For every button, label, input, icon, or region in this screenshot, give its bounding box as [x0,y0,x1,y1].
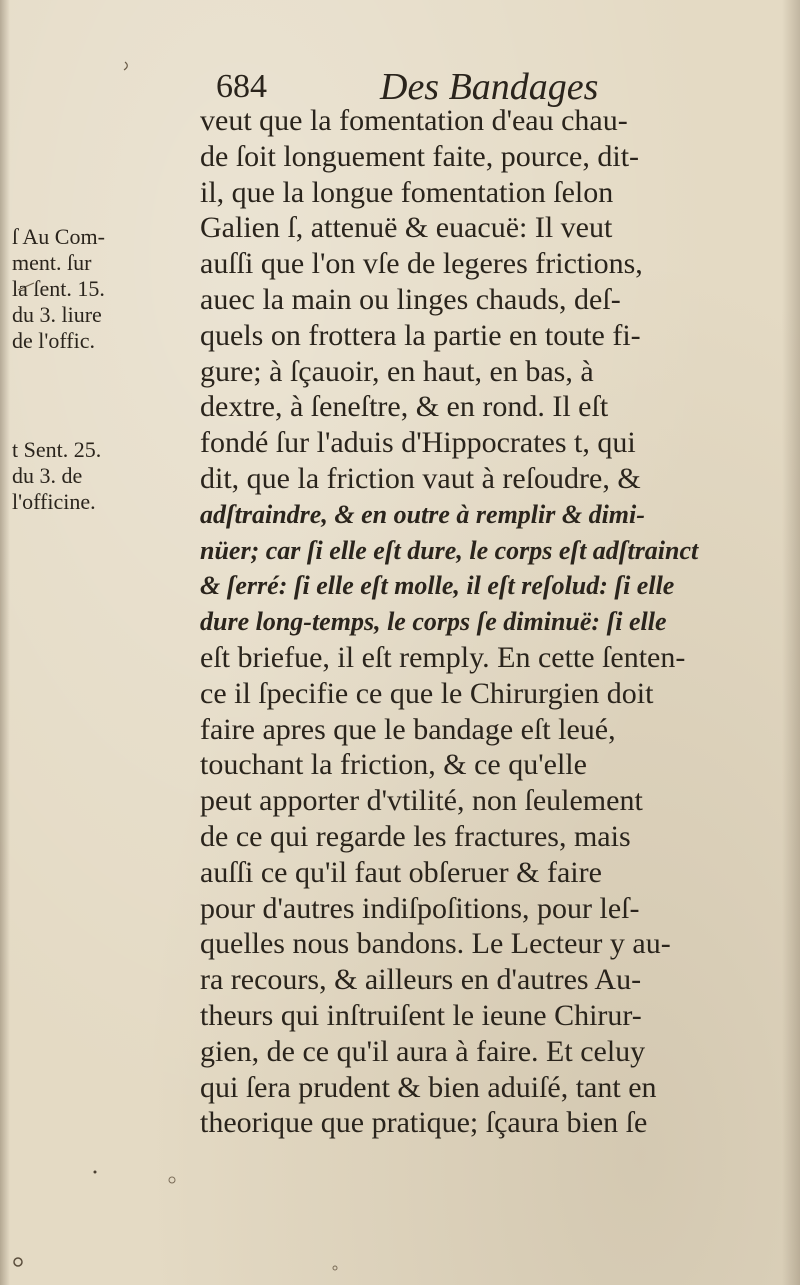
text-line: theurs qui inſtruiſent le ieune Chirur- [200,998,642,1032]
text-line: ra recours, & ailleurs en d'autres Au- [200,963,642,997]
text-line: pour d'autres indiſpoſitions, pour leſ- [200,891,640,925]
text-line: il, que la longue fomentation ſelon [200,175,614,209]
text-line: gure; à ſçauoir, en haut, en bas, à [200,354,594,388]
text-line: dextre, à ſeneſtre, & en rond. Il eſt [200,390,609,424]
margin-note-t [12,437,212,515]
text-line: Galien ſ, attenuë & euacuë: Il veut [200,211,613,245]
text-line: auſſi que l'on vſe de legeres frictions, [200,247,643,281]
margin-note-line: la ſent. 15. [12,276,105,301]
main-text-block [200,103,772,1141]
text-line: quels on frottera la partie en toute fi- [200,318,641,352]
text-line-italic: nüer; car ſi elle eſt dure, le corps eſt adſtrainct [200,535,699,565]
text-line: fondé ſur l'aduis d'Hippocrates t, qui [200,426,636,460]
margin-note-line: ment. ſur [12,250,92,275]
text-line: de ſoit longuement faite, pource, dit- [200,139,640,173]
text-line: touchant la friction, & ce qu'elle [200,748,587,782]
text-line-italic: adſtraindre, & en outre à remplir & dimi- [200,499,645,529]
text-line: dit, que la friction vaut à reſoudre, & [200,461,641,495]
text-line-italic: & ſerré: ſi elle eſt molle, il eſt reſolud: ſi elle [200,571,675,601]
text-line: peut apporter d'vtilité, non ſeulement [200,784,643,818]
text-line: gien, de ce qu'il aura à faire. Et celuy [200,1034,646,1068]
text-line: theorique que pratique; ſçaura bien ſe [200,1106,648,1140]
text-line: faire apres que le bandage eſt leué, [200,712,616,746]
text-line: eſt briefue, il eſt remply. En cette ſenten- [200,640,686,674]
text-line: qui ſera prudent & bien aduiſé, tant en [200,1070,657,1104]
text-line: auec la main ou linges chauds, deſ- [200,282,621,316]
text-line: de ce qui regarde les fractures, mais [200,819,631,853]
text-line: auſſi ce qu'il faut obſeruer & faire [200,855,602,889]
margin-note-line: t Sent. 25. [12,437,102,462]
margin-note-line: l'officine. [12,489,96,514]
margin-note-line: ſ Au Com- [12,224,105,249]
page-number: 684 [216,68,267,105]
margin-note-s [12,224,212,354]
running-title: Des Bandages [380,66,599,108]
text-line: quelles nous bandons. Le Lecteur y au- [200,927,671,961]
text-line: veut que la fomentation d'eau chau- [200,104,628,137]
margin-note-line: du 3. liure [12,302,102,327]
text-line-italic: dure long-temps, le corps ſe diminuë: ſi elle [200,607,667,637]
text-line: ce il ſpecifie ce que le Chirurgien doit [200,676,654,710]
margin-note-line: de l'offic. [12,328,95,353]
margin-note-line: du 3. de [12,463,83,488]
